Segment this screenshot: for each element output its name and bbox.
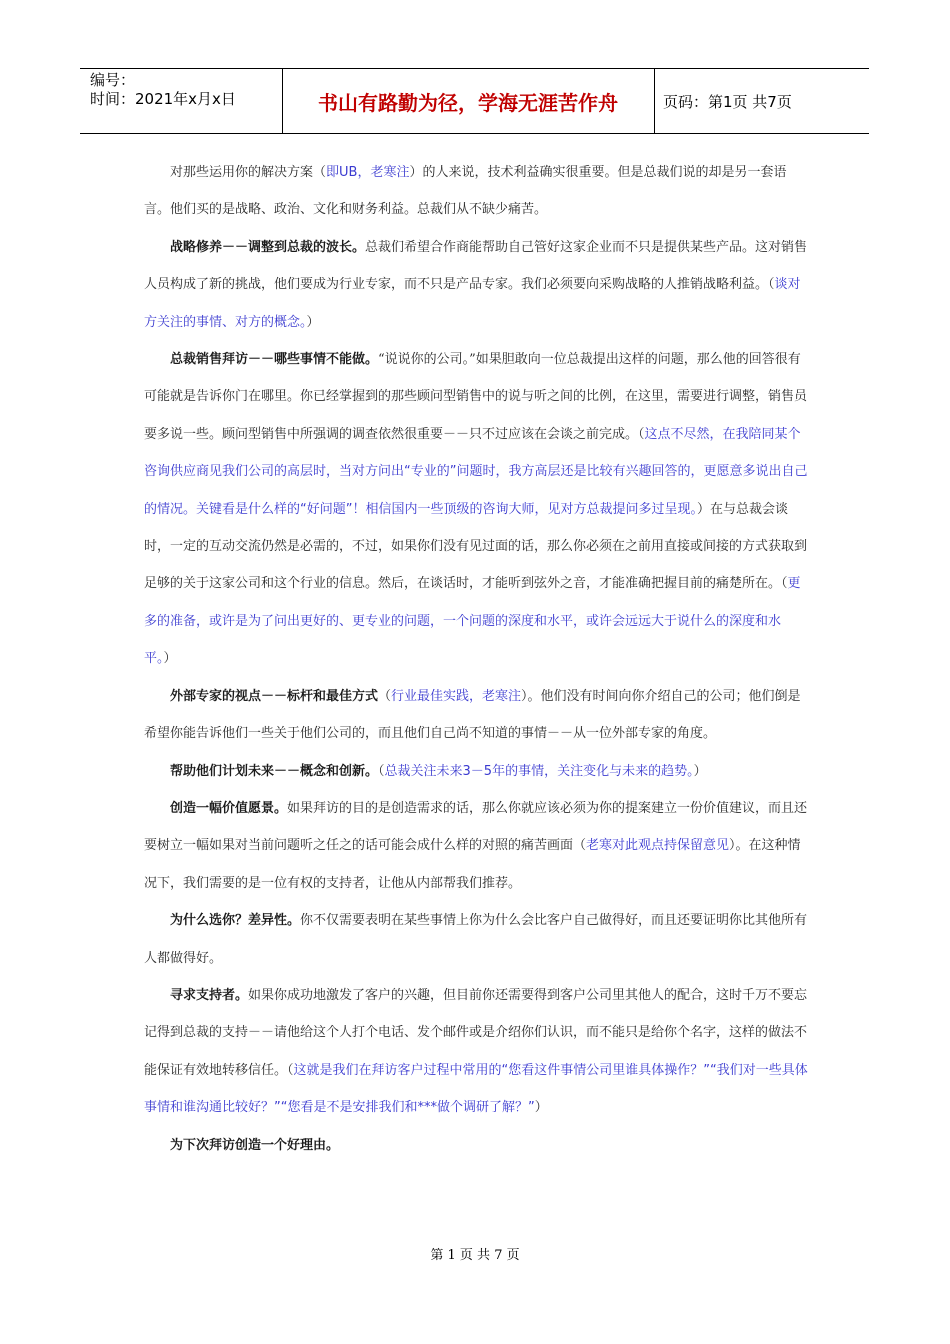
paragraph-text: 总裁们希望合作商能帮助自己管好这家企业而不只是提供某些产品。这对销售人员构成了新的挑战，他们要成为行业专家，而不只是产品专家。我们必须要向采购战略的人推销战略利益。（	[144, 239, 808, 293]
document-number-label: 编号：	[90, 71, 136, 89]
paragraph-heading: 寻求支持者。	[170, 987, 249, 1003]
editor-note: 总裁关注未来3－5年的事情，关注变化与未来的趋势。	[384, 763, 694, 779]
paragraph-text: ）	[693, 763, 707, 779]
page-footer: 第 1 页 共 7 页	[430, 1248, 520, 1263]
page-header	[80, 68, 869, 134]
editor-note: 这点不尽然，在我陪同某个咨询供应商见我们公司的高层时，当对方问出“专业的”问题时，我方高层还是比较有兴趣回答的，更愿意多说出自己的情况。关键看是什么样的“好问题”！相信国内一些顶级的咨询大师，见对方总裁提问多过呈现。	[144, 426, 808, 517]
paragraph-text: ）	[534, 1100, 548, 1116]
header-motto: 书山有路勤为径，学海无涯苦作舟	[318, 90, 618, 115]
header-divider-right	[654, 69, 655, 133]
header-page-number: 页码：第1页 共7页	[663, 92, 792, 111]
paragraph	[144, 678, 809, 753]
paragraph	[144, 341, 809, 678]
paragraph	[144, 753, 809, 790]
paragraph-text: ）。他们没有时间向你介绍自己的公司；他们倒是希望你能告诉他们一些关于他们公司的，而且他们自己尚不知道的事情－－从一位外部专家的角度。	[144, 688, 801, 742]
paragraph	[144, 229, 809, 341]
header-info	[90, 71, 236, 109]
paragraph-text: ）在与总裁会谈时，一定的互动交流仍然是必需的，不过，如果你们没有见过面的话，那么你必须在之前用直接或间接的方式获取到足够的关于这家公司和这个行业的信息。然后，在谈话时，才能听到弦外之音，才能准确把握目前的痛楚所在。（	[144, 501, 808, 592]
paragraph-text: 如果你成功地激发了客户的兴趣，但目前你还需要得到客户公司里其他人的配合，这时千万不要忘记得到总裁的支持－－请他给这个人打个电话、发个邮件或是介绍你们认识，而不能只是给你个名字，这样的做法不能保证有效地转移信任。（	[144, 987, 808, 1078]
editor-note: 谈对方关注的事情、对方的概念。	[144, 277, 801, 330]
editor-note: 行业最佳实践，老寒注	[391, 688, 522, 704]
paragraph-text: 对那些运用你的解决方案（	[170, 165, 327, 180]
paragraph-text: ）的人来说，技术利益确实很重要。但是总裁们说的却是另一套语言。他们买的是战略、政治、文化和财务利益。总裁们从不缺少痛苦。	[144, 165, 787, 218]
paragraph-heading: 战略修养－－调整到总裁的波长。	[170, 239, 366, 255]
paragraph-text: （	[378, 688, 392, 704]
editor-note: 更多的准备，或许是为了问出更好的、更专业的问题，一个问题的深度和水平，或许会远远大于说什么的深度和水平。	[144, 576, 801, 667]
editor-note: 老寒对此观点持保留意见	[586, 838, 730, 854]
paragraph-text: “说说你的公司。”如果胆敢向一位总裁提出这样的问题，那么他的回答很有可能就是告诉你门在哪里。你已经掌握到的那些顾问型销售中的说与听之间的比例，在这里，需要进行调整，销售员要多说一些。顾问型销售中所强调的调查依然很重要－－只不过应该在会谈之前完成。（	[144, 352, 808, 442]
document-body	[144, 154, 809, 1164]
paragraph-heading: 为什么选你？差异性。	[170, 913, 301, 929]
paragraph	[144, 977, 809, 1127]
paragraph-text: 如果拜访的目的是创造需求的话，那么你就应该必须为你的提案建立一份价值建议，而且还要树立一幅如果对当前问题听之任之的话可能会成什么样的对照的痛苦画面（	[144, 800, 808, 854]
document-date-label: 时间：2021年x月x日	[90, 90, 236, 108]
paragraph-text: ）	[306, 314, 320, 330]
editor-note: 这就是我们在拜访客户过程中常用的“您看这件事情公司里谁具体操作？”“我们对一些具体事情和谁沟通比较好？”“您看是不是安排我们和***做个调研了解？”	[144, 1062, 808, 1116]
paragraph-heading: 外部专家的视点－－标杆和最佳方式	[170, 688, 379, 704]
editor-note: 即UB，老寒注	[326, 165, 410, 180]
paragraph-text: ）	[163, 651, 177, 667]
paragraph	[144, 1127, 809, 1164]
paragraph-heading: 为下次拜访创造一个好理由。	[170, 1137, 340, 1153]
paragraph-text: ）。在这种情况下，我们需要的是一位有权的支持者，让他从内部帮我们推荐。	[144, 838, 801, 891]
paragraph	[144, 902, 809, 977]
paragraph-heading: 帮助他们计划未来－－概念和创新。	[170, 763, 379, 779]
paragraph-text: 你不仅需要表明在某些事情上你为什么会比客户自己做得好，而且还要证明你比其他所有人都做得好。	[144, 913, 808, 966]
paragraph-text: （	[378, 763, 385, 779]
paragraph-heading: 总裁销售拜访－－哪些事情不能做。	[170, 352, 379, 368]
paragraph-heading: 创造一幅价值愿景。	[170, 800, 288, 816]
paragraph	[144, 790, 809, 902]
paragraph	[144, 154, 809, 229]
